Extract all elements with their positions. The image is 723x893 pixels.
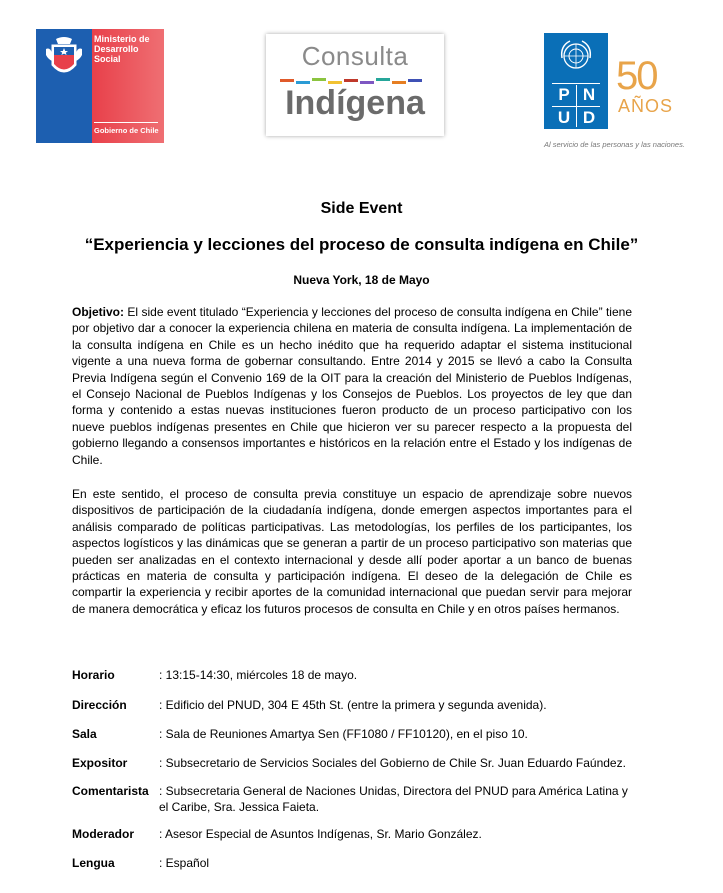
consulta-indigena-logo <box>266 34 444 136</box>
detail-label: Lengua <box>72 856 115 870</box>
divider <box>94 122 158 123</box>
ministry-logo <box>36 29 164 143</box>
logo-word-consulta: Consulta <box>301 41 409 71</box>
pnud-logo <box>544 33 608 129</box>
pnud-letter-d: D <box>582 108 596 127</box>
pnud-tagline: Al servicio de las personas y las naciones. <box>544 140 685 149</box>
logo-word-indigena: Indígena <box>285 84 425 122</box>
fifty-years-logo <box>614 54 680 130</box>
detail-label: Dirección <box>72 698 127 712</box>
pnud-letter-n: N <box>582 85 596 104</box>
detail-value: : 13:15-14:30, miércoles 18 de mayo. <box>159 668 358 682</box>
detail-label: Comentarista <box>72 784 149 798</box>
fifty-number: 50 <box>616 54 657 98</box>
detail-value: : Asesor Especial de Asuntos Indígenas, Sr. Mario González. <box>159 827 482 841</box>
grid-line <box>552 83 600 84</box>
context-paragraph: En este sentido, el proceso de consulta previa constituye un espacio de aprendizaje sobre nuevos dispositivos de participación de la ciudadanía indígena, donde emergen aspectos importantes para el análisis comparado de políticas participativas. Las metodologías, los perfiles de los participantes, los aspectos logísticos y las dinámicas que se generan a partir de un proceso participativo son materias que pueden ser analizadas en el contexto internacional y desde allí poder aportar a un banco de buenas prácticas en materia de consulta y participación indígena. El deseo de la delegación de Chile es compartir la experiencia y recibir aportes de la comunidad internacional que puedan servir para mejorar de manera democrática y eficaz los futuros procesos de consulta en Chile y en otros países hermanos. <box>72 487 632 616</box>
detail-value: : Español <box>159 856 210 870</box>
detail-label: Expositor <box>72 756 128 770</box>
detail-value: : Sala de Reuniones Amartya Sen (FF1080 / FF10120), en el piso 10. <box>159 727 528 741</box>
government-label: Gobierno de Chile <box>94 126 159 135</box>
detail-value: : Subsecretario de Servicios Sociales del Gobierno de Chile Sr. Juan Eduardo Faúndez. <box>159 756 626 770</box>
anos-label: AÑOS <box>618 96 674 116</box>
chile-coat-of-arms-icon <box>44 35 84 83</box>
detail-label: Horario <box>72 668 115 682</box>
objective-paragraph <box>72 304 632 468</box>
un-emblem-icon <box>558 38 594 74</box>
detail-value: : Subsecretaria General de Naciones Unidas, Directora del PNUD para América Latina y el Caribe, Sra. Jessica Faieta. <box>159 784 628 814</box>
event-location-date: Nueva York, 18 de Mayo <box>293 273 430 287</box>
ministry-name: Ministerio de Desarrollo Social <box>94 34 150 64</box>
detail-label: Sala <box>72 727 97 741</box>
objective-text: El side event titulado “Experiencia y lecciones del proceso de consulta indígena en Chile” tiene por objetivo dar a conocer la experiencia chilena en materia de consulta indígena. La implementación de la consulta indígena en Chile es un hecho inédito que ha requerido adaptar el sistema institucional vigente a una nueva forma de gobernar consultando. Entre 2014 y 2015 se llevó a cabo la Consulta Previa Indígena según el Convenio 169 de la OIT para la creación del Ministerio de Pueblos Indígenas, el Consejo Nacional de Pueblos Indígenas y los Consejos de Pueblos. Los proyectos de ley que dan forma y contenido a estas nuevas instituciones fueron producto de un proceso participativo con los nueve pueblos indígenas presentes en Chile que hicieron ver su parecer respecto a la propuesta del gobierno llegando a consensos importantes e históricos en la relación entre el Estado y los indígenas de Chile. <box>72 305 632 467</box>
pnud-letter-p: P <box>558 85 570 104</box>
objective-label: Objetivo: <box>72 305 125 319</box>
detail-value: : Edificio del PNUD, 304 E 45th St. (entre la primera y segunda avenida). <box>159 698 547 712</box>
grid-line <box>576 85 577 127</box>
detail-label: Moderador <box>72 827 135 841</box>
event-subtitle: “Experiencia y lecciones del proceso de consulta indígena en Chile” <box>84 235 639 254</box>
event-title: Side Event <box>320 200 403 217</box>
pnud-letter-u: U <box>557 108 571 127</box>
